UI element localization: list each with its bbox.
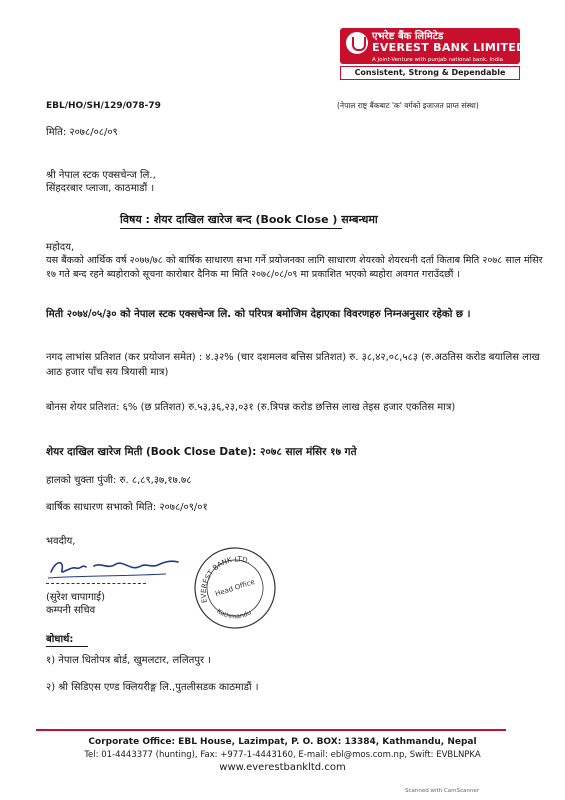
joint-venture-note: A Joint-Venture with punjab national bank, India (372, 57, 504, 63)
cc-underline (46, 646, 88, 647)
footer-divider (36, 729, 506, 731)
cc-item-1: १) नेपाल धितोपत्र बोर्ड, खुमलटार, ललितपुर । (46, 655, 212, 666)
stamp-text-top: EVEREST BANK LTD. (199, 555, 252, 604)
paragraph-circular: मिती २०७४/०५/३० को नेपाल स्टक एक्सचेन्ज लि. को परिपत्र बमोजिम देहाएका विवरणहरु निम्नअनुसार रहेको छ । (46, 309, 471, 320)
recipient-name: श्री नेपाल स्टक एक्सचेन्ज लि., (46, 170, 156, 181)
salutation: महोदय, (46, 242, 75, 253)
footer-corporate-office: Corporate Office: EBL House, Lazimpat, P. O. BOX: 13384, Kathmandu, Nepal (88, 737, 477, 747)
signature-image (46, 552, 186, 582)
paragraph-notice: यस बैंकको आर्थिक वर्ष २०७७/७८ को बार्षिक साधारण सभा गर्ने प्रयोजनका लागि साधारण शेयरको शेयरधनी दर्ता किताब मिति २०७८ साल मंसिर १७ गते बन्द रहने ब्यहोराको सूचना कारोबार दैनिक मा मिति २०७८/०८/०९ मा प्रकाशित भएको ब्यहोरा अवगत गराउँदछौं । (46, 255, 543, 280)
office-stamp (190, 543, 280, 633)
recipient-address: सिंहदरबार प्लाजा, काठमाडौं । (46, 183, 155, 194)
subject-underline (120, 228, 342, 229)
bank-name-english: EVEREST BANK LIMITED (372, 41, 526, 54)
bonus-share-detail: बोनस शेयर प्रतिशत: ६% (छ प्रतिशत) रु.५३,३६,२३,०३१ (रु.त्रिपन्न करोड छत्तिस लाख तेइस हजार एकतिस मात्र) (46, 402, 456, 413)
signature-line (46, 583, 146, 584)
footer-contact: Tel: 01-4443377 (hunting), Fax: +977-1-4443160, E-mail: ebl@mos.com.np, Swift: EVBLNPKA (84, 750, 481, 760)
bank-emblem-icon (346, 32, 368, 54)
logo-banner (340, 28, 526, 64)
reference-number: EBL/HO/SH/129/078-79 (46, 101, 161, 111)
signer-name: (सुरेश चापागाई) (46, 592, 105, 603)
letter-date: मिति: २०७८/०८/०९ (46, 127, 118, 138)
book-close-date: शेयर दाखिल खारेज मिती (Book Close Date): २०७८ साल मंसिर १७ गते (46, 446, 357, 458)
tagline: Consistent, Strong & Dependable (354, 68, 506, 77)
svg-text:Kathmandu (214, 598, 253, 627)
footer-website: www.everestbankltd.com (219, 762, 346, 773)
closing-regards: भवदीय, (46, 536, 76, 547)
cc-label: बोधार्थ: (46, 634, 74, 645)
stamp-text-mid: Head Office (214, 577, 256, 599)
agm-date: बार्षिक साधारण सभाको मिति: २०७८/०९/०१ (46, 502, 208, 513)
stamp-text-bottom: Kathmandu (215, 606, 253, 621)
tagline-box (340, 66, 520, 80)
paid-up-capital: हालको चुक्ता पुंजी: रु. ८,८९,३७,१७.७८ (46, 475, 192, 486)
cc-item-2: २) श्री सिडिएस एण्ड क्लियरीङ्ग लि.,पुतलीसडक काठमाडौं । (46, 682, 259, 693)
svg-text:EVEREST BANK LTD. (190, 550, 260, 605)
signer-title: कम्पनी सचिव (46, 605, 96, 616)
bank-name-nepali: एभरेष्ट बैंक लिमिटेड (372, 31, 444, 42)
cash-dividend-detail: नगद लाभांस प्रतिशत (कर प्रयोजन समेत) : ४.३२% (चार दशमलव बत्तिस प्रतिशत) रु. ३८,४२,०८,५८३ (रु.अठतिस करोड बयालिस लाख आठ हजार पाँच सय त्रियासी मात्र) (46, 352, 540, 378)
bank-logo (340, 28, 526, 84)
subject-line: विषय : शेयर दाखिल खारेज बन्द (Book Close ) सम्बन्धमा (120, 213, 378, 226)
license-note: (नेपाल राष्ट्र बैंकबाट 'क' वर्गको इजाजत प्राप्त संस्था) (337, 101, 479, 110)
scanner-watermark: Scanned with CamScanner (405, 788, 479, 794)
